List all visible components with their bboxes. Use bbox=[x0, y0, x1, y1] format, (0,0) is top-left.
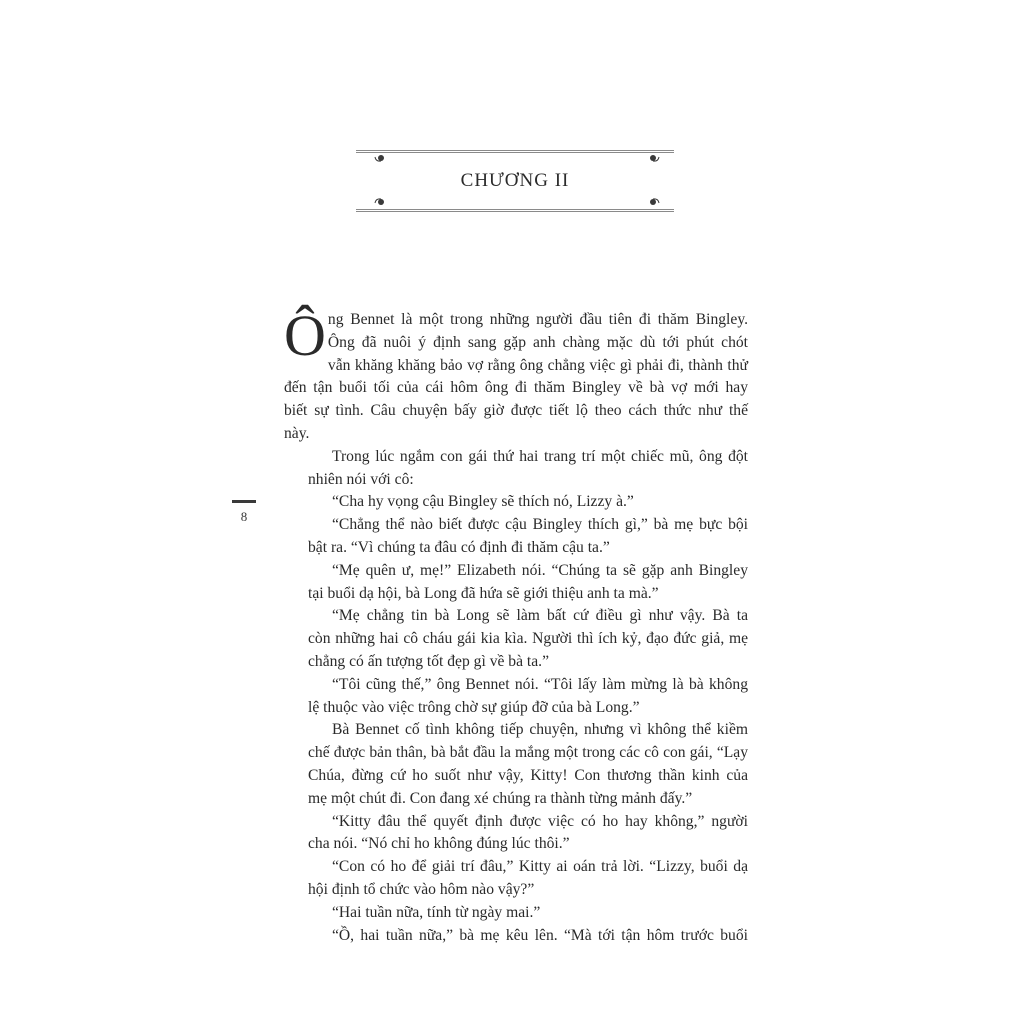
paragraph bbox=[284, 303, 748, 446]
chapter-rule-bottom bbox=[356, 209, 674, 212]
text-line: “Mẹ chẳng tin bà Long sẽ làm bất cứ điều gì như vậy. Bà ta bbox=[332, 607, 748, 625]
text-line: hội định tổ chức vào hôm nào vậy?” bbox=[308, 880, 535, 898]
chapter-rule-top bbox=[356, 150, 674, 153]
ornament-swirl-icon bbox=[372, 153, 386, 163]
ornament-swirl-icon bbox=[648, 197, 662, 207]
paragraph bbox=[284, 491, 748, 514]
text-line: mẹ một chút đi. Con đang xé chúng ra thành từng mảnh đấy.” bbox=[308, 789, 693, 807]
text-line: bật ra. “Vì chúng ta đâu có định đi thăm cậu ta.” bbox=[308, 538, 610, 556]
text-line: còn những hai cô cháu gái kia kìa. Người thì ích kỷ, đạo đức giả, mẹ bbox=[308, 630, 748, 648]
text-line: “Tôi cũng thế,” ông Bennet nói. “Tôi lấy làm mừng là bà không bbox=[332, 675, 748, 693]
text-line: “Cha hy vọng cậu Bingley sẽ thích nó, Lizzy à.” bbox=[332, 493, 634, 511]
paragraph bbox=[284, 902, 748, 925]
text-line: Trong lúc ngắm con gái thứ hai trang trí một chiếc mũ, ông đột bbox=[332, 447, 748, 465]
text-line: “Ồ, hai tuần nữa,” bà mẹ kêu lên. “Mà tới tận hôm trước buổi bbox=[332, 926, 748, 944]
paragraph bbox=[284, 514, 748, 560]
text-line: “Mẹ quên ư, mẹ!” Elizabeth nói. “Chúng ta sẽ gặp anh Bingley bbox=[332, 561, 748, 579]
paragraph bbox=[284, 446, 748, 492]
text-line: “Chẳng thể nào biết được cậu Bingley thích gì,” bà mẹ bực bội bbox=[332, 516, 748, 534]
text-line: vẫn khăng khăng bảo vợ rằng ông chẳng việc gì phải đi, thành thử bbox=[327, 356, 748, 374]
text-line: lệ thuộc vào việc trông chờ sự giúp đỡ của bà Long.” bbox=[308, 698, 640, 716]
ornament-swirl-icon bbox=[372, 197, 386, 207]
text-line: ng Bennet là một trong những người đầu tiên đi thăm Bingley. bbox=[327, 311, 748, 328]
text-line: nhiên nói với cô: bbox=[308, 470, 414, 488]
text-line: chế được bản thân, bà bắt đầu la mắng một trong các cô con gái, “Lạy bbox=[308, 744, 748, 762]
text-line: Ông đã nuôi ý định sang gặp anh chàng mặc dù tới phút chót bbox=[327, 333, 748, 351]
text-line: biết sự tình. Câu chuyện bấy giờ được tiết lộ theo cách thức như thế bbox=[284, 402, 748, 420]
text-line: Bà Bennet cố tình không tiếp chuyện, nhưng vì không thể kiềm bbox=[332, 721, 748, 739]
text-line: chẳng có ấn tượng tốt đẹp gì về bà ta.” bbox=[308, 652, 549, 670]
chapter-title: CHƯƠNG II bbox=[460, 170, 570, 191]
text-line: “Kitty đâu thể quyết định được việc có ho hay không,” người bbox=[332, 812, 748, 830]
text-line: Chúa, đừng cứ ho suốt như vậy, Kitty! Con thương thần kinh của bbox=[308, 766, 748, 784]
page-number-bar bbox=[232, 500, 256, 503]
page-number-marker bbox=[232, 500, 258, 525]
text-line: “Hai tuần nữa, tính từ ngày mai.” bbox=[332, 903, 541, 921]
chapter-heading-frame bbox=[356, 150, 674, 212]
page-number: 8 bbox=[240, 509, 248, 524]
paragraph bbox=[284, 674, 748, 720]
ornament-swirl-icon bbox=[648, 153, 662, 163]
drop-cap: Ô bbox=[284, 303, 326, 368]
paragraph bbox=[284, 605, 748, 673]
text-line: đến tận buổi tối của cái hôm ông đi thăm Bingley về bà vợ mới hay bbox=[284, 379, 748, 397]
paragraph bbox=[284, 856, 748, 902]
text-line: này. bbox=[284, 424, 310, 442]
text-line: “Con có ho để giải trí đâu,” Kitty ai oán trả lời. “Lizzy, buổi dạ bbox=[332, 858, 748, 876]
text-line: cha nói. “Nó chỉ ho không đúng lúc thôi.” bbox=[308, 835, 570, 853]
paragraph bbox=[284, 925, 748, 948]
paragraph bbox=[284, 560, 748, 606]
text-line: tại buổi dạ hội, bà Long đã hứa sẽ giới thiệu anh ta mà.” bbox=[308, 584, 659, 602]
chapter-body-text bbox=[284, 303, 748, 947]
paragraph bbox=[284, 811, 748, 857]
paragraph bbox=[284, 719, 748, 810]
